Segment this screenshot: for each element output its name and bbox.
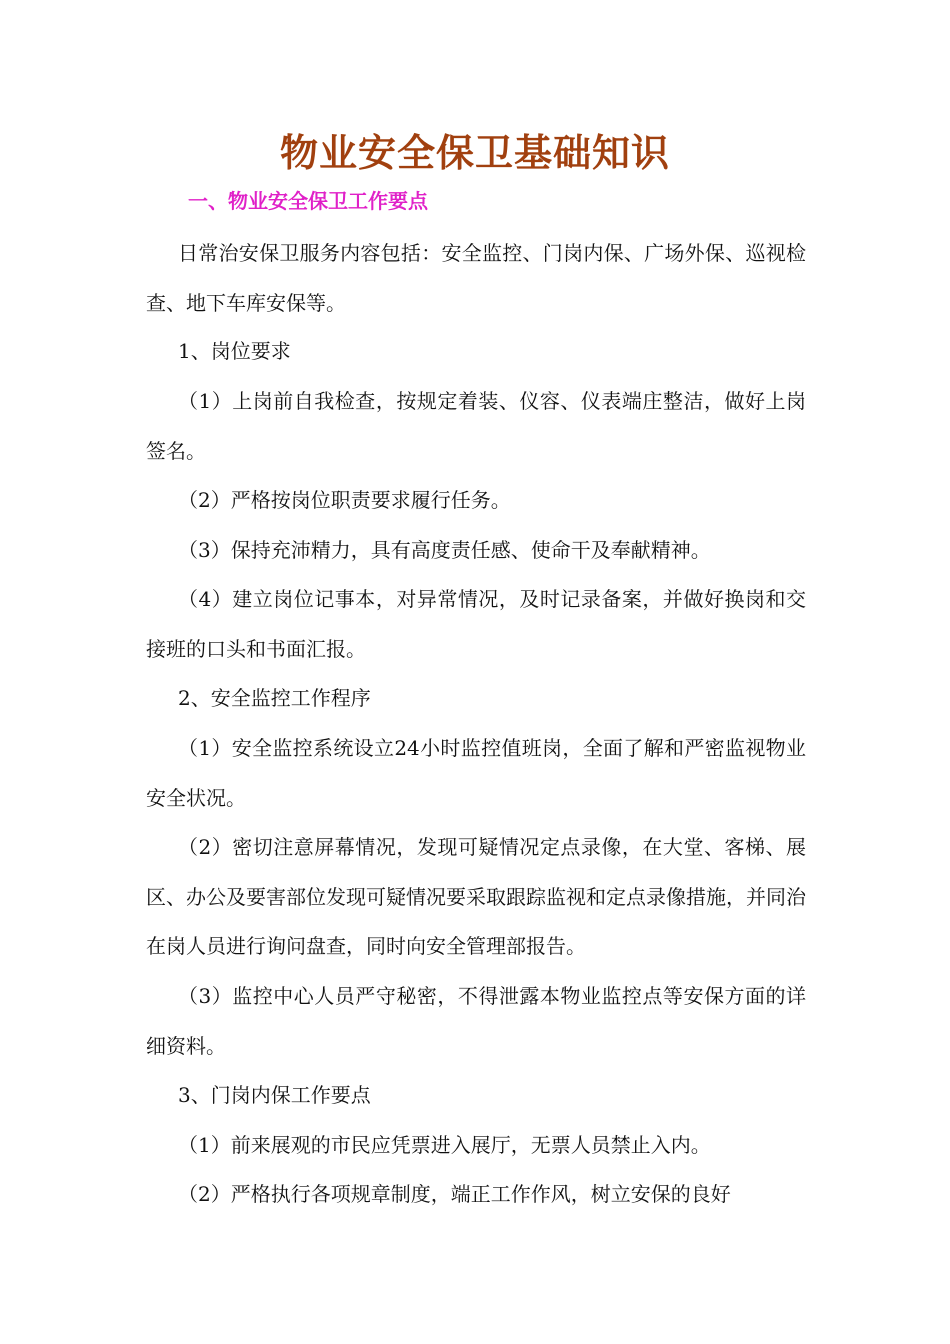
list-item: （1）上岗前自我检查，按规定着装、仪容、仪表端庄整洁，做好上岗签名。 — [146, 389, 806, 463]
subsection-title-3: 3、门岗内保工作要点 — [178, 1083, 371, 1107]
list-item: （4）建立岗位记事本，对异常情况，及时记录备案，并做好换岗和交接班的口头和书面汇报。 — [146, 587, 806, 661]
subsection-title-2: 2、安全监控工作程序 — [178, 686, 371, 710]
list-item: （2）严格执行各项规章制度，端正工作作风，树立安保的良好 — [178, 1182, 731, 1206]
list-item: （3）保持充沛精力，具有高度责任感、使命干及奉献精神。 — [178, 538, 711, 562]
list-item: （1）前来展观的市民应凭票进入展厅，无票人员禁止入内。 — [178, 1133, 711, 1157]
list-item: （3）监控中心人员严守秘密，不得泄露本物业监控点等安保方面的详细资料。 — [146, 984, 806, 1058]
section-heading: 一、物业安全保卫工作要点 — [188, 189, 428, 213]
list-item: （1）安全监控系统设立24小时监控值班岗，全面了解和严密监视物业安全状况。 — [146, 736, 806, 810]
list-item: （2）严格按岗位职责要求履行任务。 — [178, 488, 511, 512]
document-title: 物业安全保卫基础知识 — [279, 130, 670, 175]
subsection-title-1: 1、岗位要求 — [178, 339, 291, 363]
intro-paragraph: 日常治安保卫服务内容包括：安全监控、门岗内保、广场外保、巡视检查、地下车库安保等。 — [146, 241, 806, 315]
list-item: （2）密切注意屏幕情况，发现可疑情况定点录像，在大堂、客梯、展区、办公及要害部位发现可疑情况要采取跟踪监视和定点录像措施，并同治在岗人员进行询问盘查，同时向安全管理部报告。 — [146, 835, 806, 959]
